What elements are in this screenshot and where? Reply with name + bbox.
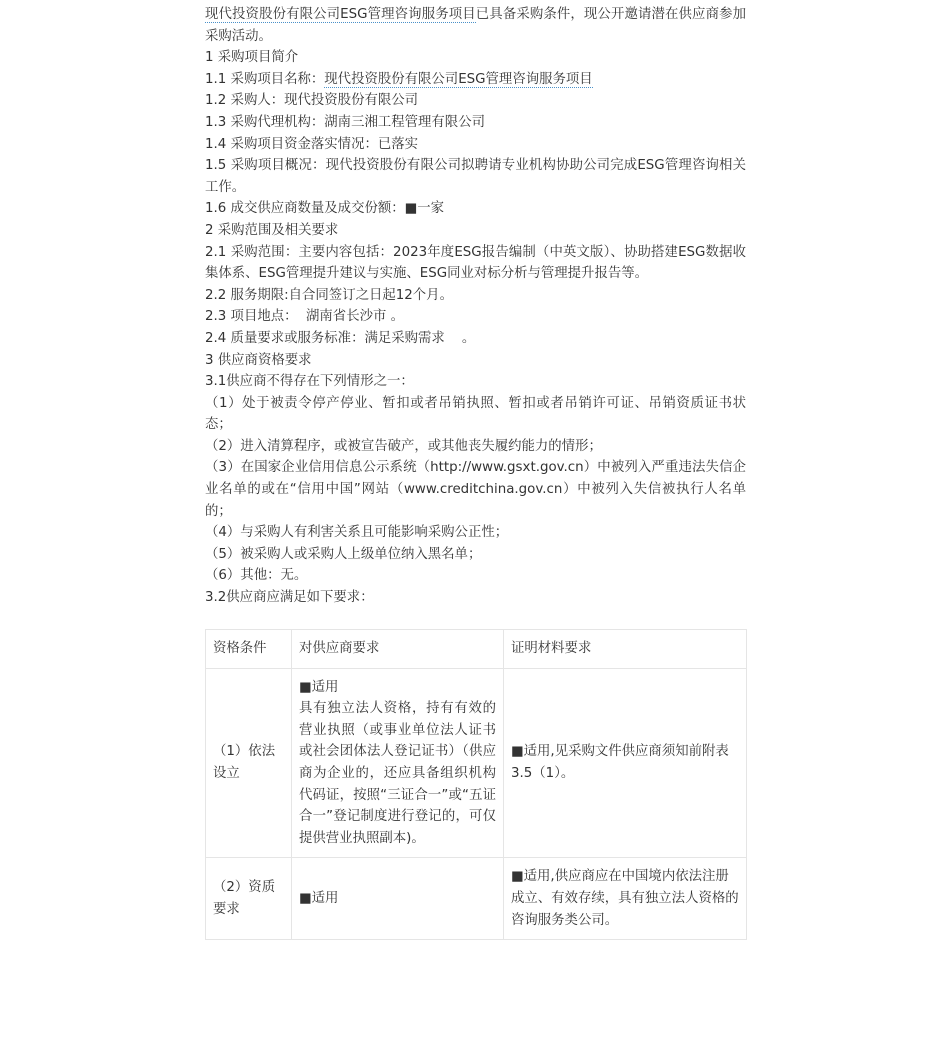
condition-2: （2）进入清算程序，或被宣告破产，或其他丧失履约能力的情形； <box>205 438 602 454</box>
table-header-row <box>206 629 747 668</box>
row-2-proof: ■适用,供应商应在中国境内依法注册成立、有效存续，具有独立法人资格的咨询服务类公司。 <box>504 858 747 940</box>
condition-3: （3）在国家企业信用信息公示系统（http://www.gsxt.gov.cn）中被列入严重违法失信企业名单的或在“信用中国”网站（www.creditchina.gov.cn）中被列入失信被执行人名单的； <box>205 460 746 519</box>
condition-4: （4）与采购人有利害关系且可能影响采购公正性； <box>205 525 509 541</box>
condition-5: （5）被采购人或采购人上级单位纳入黑名单； <box>205 546 482 562</box>
item-1-3: 1.3 采购代理机构：湖南三湘工程管理有限公司 <box>205 114 485 130</box>
row-1-requirement <box>292 668 504 858</box>
row-1-proof: ■适用,见采购文件供应商须知前附表3.5（1）。 <box>504 668 747 858</box>
header-supplier-requirement: 对供应商要求 <box>292 629 504 668</box>
item-2-1: 2.1 采购范围：主要内容包括：2023年度ESG报告编制（中英文版）、协助搭建ESG数据收集体系、ESG管理提升建议与实施、ESG同业对标分析与管理提升报告等。 <box>205 244 746 282</box>
row-1-requirement-text: 具有独立法人资格，持有有效的营业执照（或事业单位法人证书或社会团体法人登记证书）（供应商为企业的，还应具备组织机构代码证，按照“三证合一”或“五证合一”登记制度进行登记的，可仅提供营业执照副本)。 <box>299 701 496 846</box>
section-2-heading: 2 采购范围及相关要求 <box>205 222 339 238</box>
table-row <box>206 858 747 940</box>
row-2-condition: （2）资质要求 <box>206 858 292 940</box>
announcement-body <box>205 4 746 940</box>
item-3-1: 3.1供应商不得存在下列情形之一： <box>205 374 414 390</box>
header-proof-requirement: 证明材料要求 <box>504 629 747 668</box>
section-3-heading: 3 供应商资格要求 <box>205 352 312 368</box>
item-1-1-label: 1.1 采购项目名称： <box>205 71 325 87</box>
item-1-5: 1.5 采购项目概况：现代投资股份有限公司拟聘请专业机构协助公司完成ESG管理咨询相关工作。 <box>205 158 746 195</box>
header-qualification: 资格条件 <box>206 629 292 668</box>
row-1-condition: （1）依法设立 <box>206 668 292 858</box>
item-1-1 <box>205 69 746 91</box>
item-2-2: 2.2 服务期限:自合同签订之日起12个月。 <box>205 287 453 303</box>
intro-paragraph <box>205 4 746 47</box>
row-2-requirement <box>292 858 504 940</box>
condition-1: （1）处于被责令停产停业、暂扣或者吊销执照、暂扣或者吊销许可证、吊销资质证书状态； <box>205 395 746 433</box>
section-1-heading: 1 采购项目简介 <box>205 50 299 66</box>
row-1-applicable-mark: ■适用 <box>299 679 339 695</box>
project-name-link[interactable]: 现代投资股份有限公司ESG管理咨询服务项目 <box>205 7 476 22</box>
item-1-4: 1.4 采购项目资金落实情况：已落实 <box>205 136 419 152</box>
item-2-4: 2.4 质量要求或服务标准：满足采购需求 。 <box>205 330 476 346</box>
row-2-applicable-mark: ■适用 <box>299 890 339 906</box>
intro-text: 已具备采购条件，现公开邀请潜在供应商参加采购活动。 <box>205 7 746 44</box>
item-1-6: 1.6 成交供应商数量及成交份额：■一家 <box>205 201 445 217</box>
qualification-table <box>205 629 747 941</box>
item-3-2: 3.2供应商应满足如下要求： <box>205 590 374 606</box>
item-2-3: 2.3 项目地点： 湖南省长沙市 。 <box>205 309 405 325</box>
table-row <box>206 668 747 858</box>
condition-6: （6）其他：无。 <box>205 568 308 584</box>
project-name-link-2[interactable]: 现代投资股份有限公司ESG管理咨询服务项目 <box>324 71 593 87</box>
item-1-2: 1.2 采购人：现代投资股份有限公司 <box>205 93 419 109</box>
